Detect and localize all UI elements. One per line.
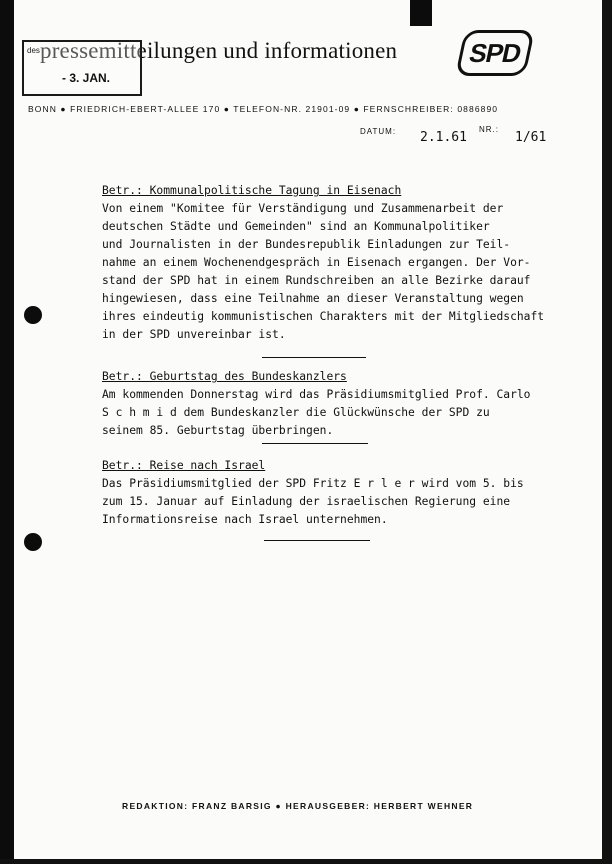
text-line: deutschen Städte und Gemeinden" sind an Kommunalpolitiker	[102, 220, 490, 233]
address-line: BONN ● FRIEDRICH-EBERT-ALLEE 170 ● TELEFON-NR. 21901-09 ● FERNSCHREIBER: 0886890	[28, 104, 499, 114]
text-line: hingewiesen, dass eine Teilnahme an dieser Veranstaltung wegen	[102, 292, 524, 305]
section-divider	[264, 540, 370, 541]
stamp-date: - 3. JAN.	[62, 71, 111, 85]
masthead-title: pressemitteilungen und informationen	[40, 38, 398, 63]
scan-edge-right	[602, 0, 612, 864]
text-line: zum 15. Januar auf Einladung der israelischen Regierung eine	[102, 495, 511, 508]
text-line: Informationsreise nach Israel unternehmen.	[102, 513, 388, 526]
received-stamp	[22, 40, 142, 96]
scan-mark-top	[410, 0, 432, 26]
text-line: Das Präsidiumsmitglied der SPD Fritz E r l e r wird vom 5. bis	[102, 477, 524, 490]
punch-hole	[24, 533, 42, 551]
nr-value: 1/61	[515, 130, 547, 145]
section-subject: Betr.: Reise nach Israel	[102, 459, 266, 472]
editorial-footer: REDAKTION: FRANZ BARSIG ● HERAUSGEBER: HERBERT WEHNER	[122, 801, 474, 811]
text-line: S c h m i d dem Bundeskanzler die Glückwünsche der SPD zu	[102, 406, 490, 419]
text-line: Von einem "Komitee für Verständigung und Zusammenarbeit der	[102, 202, 504, 215]
text-line: nahme an einem Wochenendgespräch in Eisenach ergangen. Der Vor-	[102, 256, 531, 269]
logo-text: SPD	[466, 37, 524, 68]
section-body	[102, 386, 572, 440]
scan-edge-bottom	[0, 859, 612, 864]
text-line: seinem 85. Geburtstag überbringen.	[102, 424, 334, 437]
section-subject: Betr.: Kommunalpolitische Tagung in Eisenach	[102, 184, 402, 197]
section-reise-israel	[102, 457, 572, 529]
text-line: stand der SPD hat in einem Rundschreiben an alle Bezirke darauf	[102, 274, 531, 287]
spd-logo	[455, 30, 535, 76]
datum-value: 2.1.61	[420, 130, 467, 145]
text-line: und Journalisten in der Bundesrepublik Einladungen zur Teil-	[102, 238, 511, 251]
datum-label: DATUM:	[360, 127, 397, 136]
section-geburtstag-bundeskanzler	[102, 368, 572, 440]
scan-edge-left	[0, 0, 14, 864]
section-kommunalpolitische-tagung	[102, 182, 572, 344]
section-divider	[262, 357, 366, 358]
section-subject: Betr.: Geburtstag des Bundeskanzlers	[102, 370, 347, 383]
punch-hole	[24, 306, 42, 324]
text-line: Am kommenden Donnerstag wird das Präsidiumsmitglied Prof. Carlo	[102, 388, 531, 401]
section-body	[102, 475, 572, 529]
section-divider	[262, 443, 368, 444]
text-line: in der SPD unvereinbar ist.	[102, 328, 286, 341]
nr-label: NR.:	[479, 125, 499, 134]
stamp-text: des	[27, 46, 40, 55]
section-body	[102, 200, 572, 344]
text-line: ihres eindeutig kommunistischen Charakters mit der Mitgliedschaft	[102, 310, 545, 323]
